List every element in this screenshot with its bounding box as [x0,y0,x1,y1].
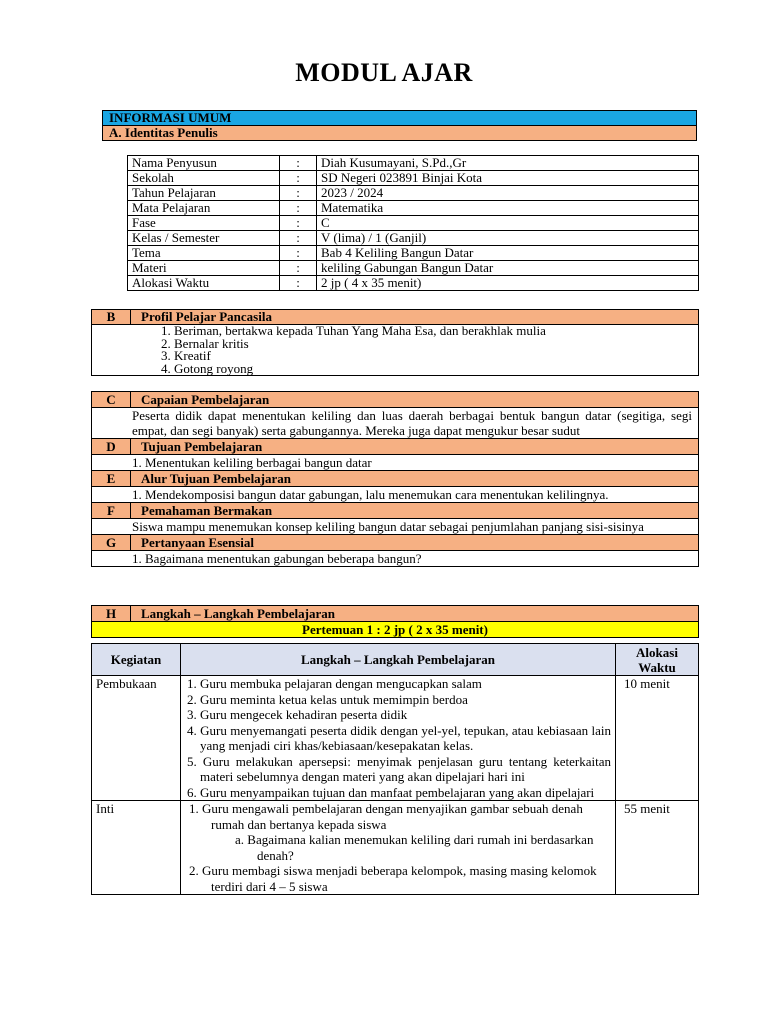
inti-step-1a: a. Bagaimana kalian menemukan keliling dari rumah ini berdasarkan denah? [235,832,594,863]
identitas-label: Mata Pelajaran [128,201,280,216]
table-row [128,231,699,246]
table-row [128,186,699,201]
section-g-body: 1. Bagaimana menentukan gabungan beberapa bangun? [92,551,699,567]
identitas-value: Matematika [317,201,699,216]
langkah-table [91,643,699,895]
identitas-separator: : [280,231,317,246]
section-c-letter: C [92,392,131,408]
identitas-separator: : [280,261,317,276]
col-langkah: Langkah – Langkah Pembelajaran [181,644,616,676]
list-item: 1. Beriman, bertakwa kepada Tuhan Yang Maha Esa, dan berakhlak mulia [174,325,698,338]
table-row [128,156,699,171]
section-c-body: Peserta didik dapat menentukan keliling dan luas daerah berbagai bentuk bangun datar (segitiga, segi empat, dan segi banyak) serta gabungannya. Mereka juga dapat mengukur besar sudut [92,408,699,439]
col-kegiatan: Kegiatan [92,644,181,676]
section-e-letter: E [92,471,131,487]
section-d-letter: D [92,439,131,455]
identitas-value: Diah Kusumayani, S.Pd.,Gr [317,156,699,171]
identitas-separator: : [280,246,317,261]
table-row [128,201,699,216]
identitas-value: keliling Gabungan Bangun Datar [317,261,699,276]
section-e-title: Alur Tujuan Pembelajaran [131,471,699,487]
list-item: 4. Gotong royong [174,363,698,376]
list-item: 5. Guru melakukan apersepsi: menyimak penjelasan guru tentang keterkaitan materi sebelumnya dengan materi yang akan dipelajari hari ini [187,753,611,784]
waktu-pembukaan: 10 menit [616,676,699,801]
section-d-body: 1. Menentukan keliling berbagai bangun datar [92,455,699,471]
kegiatan-inti: Inti [92,801,181,895]
table-row [128,171,699,186]
section-d-title: Tujuan Pembelajaran [131,439,699,455]
profil-table [91,309,699,376]
identitas-value: 2 jp ( 4 x 35 menit) [317,276,699,291]
identitas-label: Nama Penyusun [128,156,280,171]
pertemuan-label: Pertemuan 1 : 2 jp ( 2 x 35 menit) [92,622,699,638]
identitas-label: Tema [128,246,280,261]
identitas-separator: : [280,156,317,171]
identitas-label: Sekolah [128,171,280,186]
identitas-value: C [317,216,699,231]
pembukaan-steps [187,676,611,800]
identitas-separator: : [280,201,317,216]
kegiatan-pembukaan: Pembukaan [92,676,181,801]
list-item: 1. Guru membuka pelajaran dengan mengucapkan salam [187,676,482,691]
profil-list [92,325,698,375]
identitas-value: Bab 4 Keliling Bangun Datar [317,246,699,261]
section-f-title: Pemahaman Bermakan [131,503,699,519]
identitas-label: Materi [128,261,280,276]
list-item: 2. Bernalar kritis [174,338,698,351]
identitas-separator: : [280,171,317,186]
table-row [92,801,699,895]
capaian-tujuan-table [91,391,699,567]
langkah-header-table [91,605,699,638]
table-row [128,276,699,291]
identitas-penulis-header: A. Identitas Penulis [103,126,697,141]
identitas-value: SD Negeri 023891 Binjai Kota [317,171,699,186]
list-item: 4. Guru menyemangati peserta didik dengan yel-yel, tepukan, atau kebiasaan lain yang menjadi ciri khas/kebiasaan/kesepakatan kelas. [187,722,611,753]
page-title: MODUL AJAR [295,58,473,87]
section-h-letter: H [92,606,131,622]
table-row [92,676,699,801]
identitas-value: 2023 / 2024 [317,186,699,201]
list-item: 3. Guru mengecek kehadiran peserta didik [187,707,408,722]
identitas-table [127,155,699,291]
col-alokasi-waktu: Alokasi Waktu [616,644,699,676]
section-f-body: Siswa mampu menemukan konsep keliling bangun datar sebagai penjumlahan panjang sisi-sisinya [92,519,699,535]
section-g-title: Pertanyaan Esensial [131,535,699,551]
identitas-label: Fase [128,216,280,231]
section-c-title: Capaian Pembelajaran [131,392,699,408]
section-g-letter: G [92,535,131,551]
section-f-letter: F [92,503,131,519]
list-item: 2. Guru meminta ketua kelas untuk memimpin berdoa [187,691,468,707]
list-item: 3. Kreatif [174,350,698,363]
info-header-table [102,110,697,141]
section-h-title: Langkah – Langkah Pembelajaran [131,606,699,622]
identitas-value: V (lima) / 1 (Ganjil) [317,231,699,246]
section-e-body: 1. Mendekomposisi bangun datar gabungan, lalu menemukan cara menentukan kelilingnya. [92,487,699,503]
info-umum-header: INFORMASI UMUM [103,111,697,126]
identitas-label: Tahun Pelajaran [128,186,280,201]
identitas-separator: : [280,186,317,201]
identitas-label: Alokasi Waktu [128,276,280,291]
table-row [128,246,699,261]
waktu-inti: 55 menit [616,801,699,895]
table-row [128,216,699,231]
inti-step-2: 2. Guru membagi siswa menjadi beberapa kelompok, masing masing kelomok terdiri dari 4 – 5 siswa [189,863,597,894]
table-row [128,261,699,276]
profil-title: Profil Pelajar Pancasila [131,310,699,325]
list-item: 6. Guru menyampaikan tujuan dan manfaat pembelajaran yang akan dipelajari [187,784,595,800]
identitas-separator: : [280,216,317,231]
profil-letter: B [92,310,131,325]
identitas-label: Kelas / Semester [128,231,280,246]
identitas-separator: : [280,276,317,291]
inti-step-1: 1. Guru mengawali pembelajaran dengan menyajikan gambar sebuah denah rumah dan bertanya kepada siswa [189,801,583,832]
